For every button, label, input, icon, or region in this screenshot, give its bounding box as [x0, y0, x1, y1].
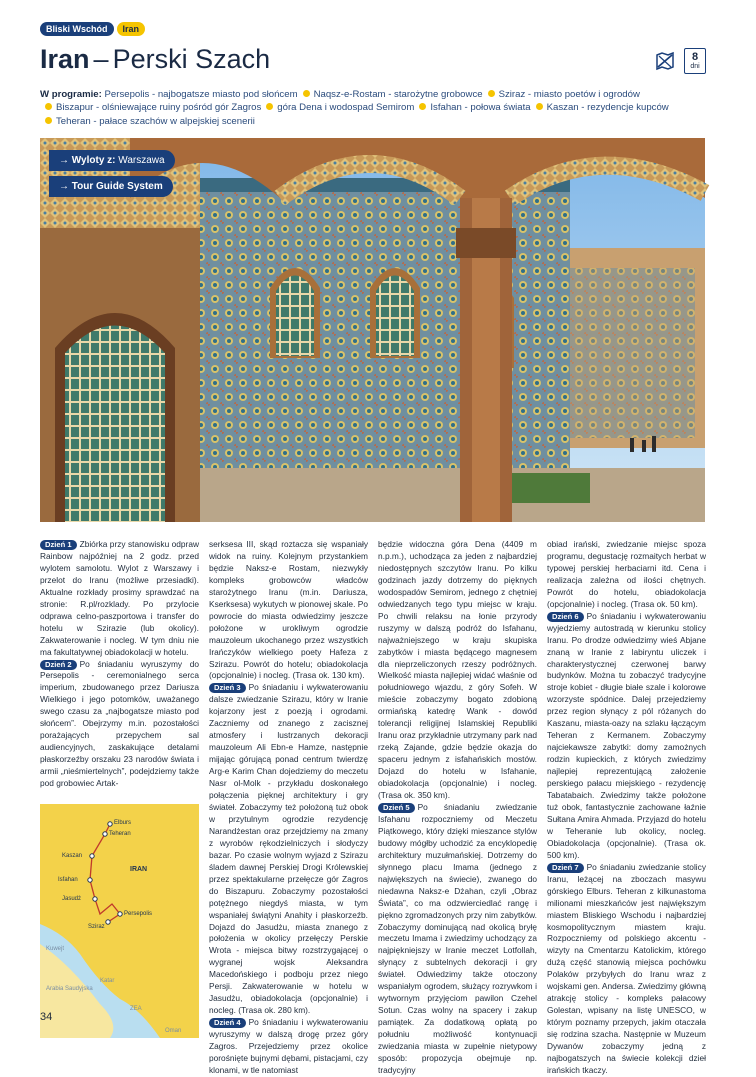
- page-title: [40, 44, 270, 75]
- column-3: [378, 539, 537, 1077]
- map-label-jasudz: Jasudż: [62, 896, 82, 903]
- program-list: [40, 88, 720, 128]
- map-label-persepolis: Persepolis: [124, 911, 153, 918]
- day-2-paragraph: [40, 659, 199, 790]
- title-country: Iran: [40, 44, 90, 74]
- day-7-text: Po śniadaniu zwiedzanie stolicy Iranu, leżącej na zboczach masywu górskiego Elburs. Teheran z kilkunastoma milionami mieszkańców jest największym miastem Bliskiego Wschodu i najbardziej kosmopolitycznym miastem kraju. Rozpoczniemy od polskiego akcentu - wizyty na Cmentarzu Katolickim, którego dużą część stanowią miejsca pochówku Polaków przybyłych do Iranu wraz z wojskami gen. Andersa. Zwiedzimy główną atrakcję stolicy - kompleks pałacowy Golestan, wpisany na listę UNESCO, w którym poznamy przepych, jakim otaczała się rodzina szacha. Następnie w Muzeum Dywanów zobaczymy jedną z najbogatszych na świecie kolekcji dzieł irańskich tkaczy.: [547, 861, 706, 1075]
- route-map: [40, 804, 199, 1038]
- day-1-label: Dzień 1: [40, 540, 77, 550]
- day-5-text: Po śniadaniu zwiedzanie Isfahanu rozpoczniemy od Meczetu Piątkowego, który dzięki mieszance stylów budowy mógłby uchodzić za encyklopedię architektury muzułmańskiej. Dotrzemy do słynnego placu Imama (jednego z największych na świecie), zwanego do niedawna Naksz-e Dżahan, czyli „Obraz Świata”, co ma odzwierciedlać rangę i piękno zgromadzonych przy nim zabytków. Zobaczymy dominującą nad okolicą bryłę meczetu Imama i zwiedzimy uchodzący za najpiękniejszy w Iranie meczet Lotfollah, słynący z subtelnych dekoracji i gry świateł. Odwiedzimy także otoczony wspaniałym ogrodem, służący rozrywkom i wytwornym przyjęciom pawilon Czehel Sotun. Czas wolny na spacery i zakup pamiątek. Za dodatkową opłatą po południu możliwość kontynuacji zwiedzania miasta w zupełnie nietypowy sposób: propozycja obejmuje np. tradycyjny: [378, 801, 537, 1075]
- column-4: [547, 539, 706, 1077]
- day-7-label: Dzień 7: [547, 863, 584, 873]
- day-2-text: Po śniadaniu wyruszymy do Persepolis - ceremonialnego serca imperium, zbudowanego przez Dariusza Wielkiego i jego potomków, uważanego swego czasu za „najbogatsze miasto pod słońcem”. Obejrzymy m.in. pozostałości porażających przepychem sal audiencyjnych, zaskakujące detalami płaskorzeźby orszaku 23 narodów świata i armii „nieśmiertelnych”, podejdziemy także pod grobowiec Artak-: [40, 658, 199, 789]
- day-5-continued: obiad irański, zwiedzanie miejsc spoza programu, degustację rozmaitych herbat w typowej perskiej herbaciarni itd. Cena i realizacja zależna od ilości chętnych. Powrót do hotelu, obiadokolacja (opcjonalnie) i nocleg. (Trasa ok. 50 km).: [547, 539, 706, 609]
- column-2: [209, 539, 368, 1077]
- bullet-dot-icon: [303, 90, 310, 97]
- title-rest: Perski Szach: [112, 44, 271, 74]
- day-1-paragraph: [40, 539, 199, 659]
- title-dash: –: [93, 44, 109, 74]
- days-count-badge: [684, 48, 706, 74]
- breadcrumb: [40, 22, 145, 36]
- bullet-dot-icon: [45, 103, 52, 110]
- country-tag[interactable]: Iran: [117, 22, 146, 36]
- bullet-dot-icon: [45, 117, 52, 124]
- program-item: Naqsz-e-Rostam - starożytne grobowce: [313, 89, 483, 100]
- day-5-label: Dzień 5: [378, 803, 415, 813]
- column-1: [40, 539, 199, 1077]
- map-label-qatar: Katar: [100, 978, 115, 985]
- map-label-kaszan: Kaszan: [62, 853, 83, 860]
- flights-badge: [49, 150, 175, 171]
- map-label-isfahan: Isfahan: [58, 877, 78, 884]
- tour-guide-badge: → Tour Guide System: [49, 176, 173, 197]
- program-item: Teheran - pałace szachów w alpejskiej scenerii: [56, 115, 255, 127]
- day-6-paragraph: [547, 611, 706, 862]
- day-1-text: Zbiórka przy stanowisku odpraw Rainbow najpóźniej na 2 godz. przed wylotem samolotu. Wylot z Warszawy i przelot do Iranu (możliwe przesiadki). Aktualne rozkłady prosimy sprawdzać na stronie: R.pl/rozklady. Po przylocie odprawa celno-paszportowa i transfer do hotelu w Szirazie (lub okolicy). Zakwaterowanie i nocleg. W tym dniu nie ma fakultatywnej obiadokolacji w hotelu.: [40, 539, 199, 657]
- days-number: 8: [691, 51, 699, 63]
- flights-label: → Wyloty z:: [59, 155, 116, 166]
- page-number: 34: [40, 1011, 53, 1023]
- day-3-text: Po śniadaniu i wykwaterowaniu dalsze zwiedzanie Szirazu, który w Iranie kojarzony jest z poezją i ogrodami. Zaczniemy od znanego z zacisznej atmosfery i lustrzanych dekoracji mauzoleum Ali Ebn-e Hamze, następnie mijając górującą ponad centrum twierdzę Arg-e Karim Chan dojedziemy do meczetu Nasr ol-Molk - przykładu doskonałego połączenia pięknej architektury i gry świateł. Zobaczymy też położoną tuż obok w przytulnym ogrodzie rezydencję Narandżestan oraz przejdziemy na zmany z wyrobów rękodzielniczych i słodyczy bazar. Po czasie wolnym wyjazd z Szirazu śladem dawnej Perskiej Drogi Królewskiej przez spektakularne przełęcze gór Zagros do Biszapuru. Zobaczymy pozostałości potężnego niegdyś miasta, w tym wspaniałej świątyni Anahity i płaskorzeźb. Dojazd do Jasudżu, miasta znanego z położenia w okolicy przełęczy Perskie Wrota - miejsca bitwy rozstrzygającej o wygranej wojsk Aleksandra Macedońskiego i podboju przez niego Persji. Zakwaterowanie w hotelu w Jasudżu, obiadokolacja (opcjonalnie) i nocleg. (Trasa ok. 280 km).: [209, 682, 368, 1016]
- map-label-elburs: Elburs: [114, 820, 132, 827]
- day-7-paragraph: [547, 862, 706, 1077]
- day-2-label: Dzień 2: [40, 660, 77, 670]
- day-4-continued: będzie widoczna góra Dena (4409 m n.p.m.), uchodząca za jeden z najbardziej niedostępnych szczytów Iranu. Po kilku godzinach jazdy dotrzemy do pięknych wodospadów Semirom, jednego z chętniej odwiedzanych tego typu miejsc w kraju. Po chwili relaksu na łonie przyrody ruszymy w dalszą podróż do Isfahanu, najważniejszego w kraju skupiska zabytków i miasta będącego magnesem dla nieprzeliczonych rzeszy podróżnych. Wielkość miasta najlepiej widać właśnie od południowego wjazdu, z góry Sofeh. W mieście zobaczymy bogato zdobioną ormiańską katedrę Wank - dowód tolerancji religijnej Islamskiej Republiki Iranu oraz przykładnie utrzymany park nad rzeką Zajande, gdzie będzie okazja do spaceru jednym z isfahańskich mostów. Dojazd do hotelu w Isfahanie, obiadokolacja (opcjonalnie) i nocleg. (Trasa ok. 350 km).: [378, 539, 537, 801]
- day-3-label: Dzień 3: [209, 683, 246, 693]
- day-3-paragraph: [209, 682, 368, 1017]
- program-item: góra Dena i wodospad Semirom: [277, 102, 415, 114]
- flights-value: Warszawa: [118, 155, 165, 166]
- program-item: Sziraz - miasto poetów i ogrodów: [498, 89, 640, 100]
- bullet-dot-icon: [419, 103, 426, 110]
- program-item: Kaszan - rezydencje kupców: [546, 102, 669, 114]
- program-item: Biszapur - olśniewające ruiny pośród gór Zagros: [56, 102, 262, 114]
- day-6-text: Po śniadaniu i wykwaterowaniu wyjedziemy autostradą w kierunku stolicy Iranu. Po drodze odwiedzimy wieś Abjane znaną w Iranie z labiryntu uliczek i charakterystycznej czerwonej barwy budynków. Można tu zobaczyć tradycyjne stroje kobiet - długie białe szale i kolorowe wzorzyste spódnice. Dalej przejedziemy przez region słynący z pól różanych do Kaszanu, miasta-oazy na szlaku łączącym Teheran z Kermanem. Zobaczymy najciekawsze zabytki: domy zamożnych rodzin kupieckich, z których zwiedzimy najlepiej reprezentującą założenie perskiego pałacu miejskiego - rezydencję Tabatabaich. Zwiedzimy także położone tuż obok, fantastycznie zachowane łaźnie Sułtana Amira Ahmada. Przyjazd do hotelu w Teheranie lub okolicy, nocleg. Obiadokolacja (opcjonalnie). (Trasa ok. 500 km).: [547, 610, 706, 860]
- header-icons: [654, 48, 706, 74]
- map-label-uae: ZEA: [130, 1006, 142, 1013]
- compass-map-icon: [654, 50, 676, 72]
- day-4-paragraph: [209, 1017, 368, 1077]
- program-item: Persepolis - najbogatsze miasto pod słońcem: [104, 89, 298, 100]
- map-label-sziraz: Sziraz: [88, 924, 105, 931]
- day-6-label: Dzień 6: [547, 612, 584, 622]
- day-4-text: Po śniadaniu i wykwaterowaniu wyruszymy w dalszą drogę przez góry Zagros. Przejedziemy przez okolice porośnięte bujnymi dębami, pistacjami, czy klonami, w tle natomiast: [209, 1017, 368, 1075]
- region-tag[interactable]: Bliski Wschód: [40, 22, 114, 36]
- hero-photo: [40, 138, 705, 522]
- map-label-saudi: Arabia Saudyjska: [46, 986, 93, 993]
- bullet-dot-icon: [488, 90, 495, 97]
- map-label-oman: Oman: [165, 1028, 182, 1035]
- map-label-teheran: Teheran: [109, 831, 131, 838]
- map-label-iran: IRAN: [130, 866, 148, 874]
- map-label-kuwait: Kuwejt: [46, 946, 65, 953]
- bullet-dot-icon: [536, 103, 543, 110]
- day-2-continued: serksesa III, skąd roztacza się wspaniały widok na ruiny. Kolejnym przystankiem będzie Naksz-e Rostam, niezwykły kompleks grobowców władców starożytnego Iranu (m.in. Dariusza, Kserksesa) wykutych w pionowej skale. Po powrocie do miasta odwiedzimy jeszcze położone w urokliwym ogrodzie mauzoleum ukochanego przez wszystkich Irańczyków wielkiego poety Hafeza z Szirazu. Powrót do hotelu; obiadokolacja (opcjonalnie) i nocleg. (Trasa ok. 130 km).: [209, 539, 368, 681]
- day-5-paragraph: [378, 802, 537, 1077]
- program-lead: W programie:: [40, 89, 102, 100]
- program-item: Isfahan - połowa świata: [430, 102, 531, 114]
- days-label: dni: [690, 63, 700, 70]
- bullet-dot-icon: [266, 103, 273, 110]
- day-4-label: Dzień 4: [209, 1018, 246, 1028]
